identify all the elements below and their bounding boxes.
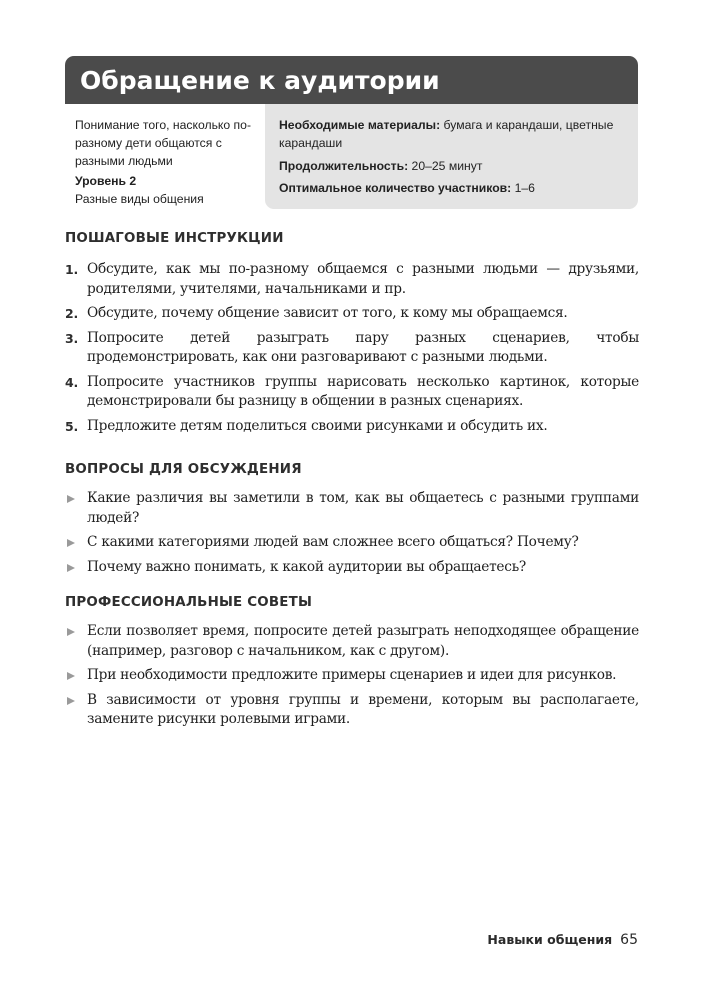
participants-label: Оптимальное количество участников: (279, 181, 512, 196)
materials-row (279, 117, 628, 153)
level-description: Разные виды общения (75, 192, 204, 207)
instruction-text: Попросите детей разыграть пару разных сценариев, чтобы продемонстрировать, как они разговаривают с разными людьми. (87, 329, 639, 365)
tip-item (65, 691, 639, 730)
materials-label: Необходимые материалы: (279, 118, 441, 132)
instruction-item (65, 304, 639, 324)
instructions-heading: ПОШАГОВЫЕ ИНСТРУКЦИИ (65, 231, 284, 246)
page-title: Обращение к аудитории (80, 66, 440, 95)
instruction-item (65, 373, 639, 412)
bullet-triangle-icon (67, 672, 75, 680)
tip-item (65, 622, 639, 661)
instruction-text: Обсудите, почему общение зависит от того, к кому мы обращаемся. (87, 305, 568, 321)
instruction-text: Попросите участников группы нарисовать несколько картинок, которые демонстрировали бы разницу в общении в разных сценариях. (87, 373, 639, 409)
instruction-item (65, 260, 639, 299)
question-text: Какие различия вы заметили в том, как вы общаетесь с разными группами людей? (87, 490, 639, 526)
bullet-triangle-icon (67, 628, 75, 636)
page-footer (487, 929, 638, 948)
tip-text: Если позволяет время, попросите детей разыграть неподходящее обращение (например, разговор с начальником, как с другом). (87, 623, 639, 659)
bullet-triangle-icon (67, 697, 75, 705)
level-label: Уровень 2 (75, 174, 137, 189)
info-box (265, 104, 638, 209)
instruction-number: 1. (65, 262, 78, 277)
instruction-number: 5. (65, 418, 78, 434)
question-item (65, 533, 639, 553)
questions-list (65, 489, 639, 582)
question-item (65, 558, 639, 578)
participants-value: 1–6 (511, 181, 535, 196)
footer-section-name: Навыки общения (487, 932, 613, 947)
duration-value: 20–25 минут (408, 158, 483, 173)
bullet-triangle-icon (67, 564, 75, 572)
materials-value: бумага и карандаши, цветные карандаши (279, 118, 614, 150)
question-text: Почему важно понимать, к какой аудитории вы обращаетесь? (87, 558, 526, 575)
instruction-item (65, 417, 639, 437)
tips-list (65, 622, 639, 735)
activity-goal: Понимание того, насколько по-разному дети общаются с разными людьми (75, 118, 251, 168)
instruction-text: Предложите детям поделиться своими рисунками и обсудить их. (87, 417, 548, 434)
bullet-triangle-icon (67, 495, 75, 503)
tip-text: В зависимости от уровня группы и времени, которым вы располагаете, замените рисунки ролевыми играми. (87, 691, 639, 727)
participants-row (279, 180, 628, 198)
instructions-list (65, 260, 639, 441)
instruction-number: 2. (65, 306, 78, 321)
tip-text: При необходимости предложите примеры сценариев и идеи для рисунков. (87, 667, 617, 683)
duration-label: Продолжительность: (279, 158, 409, 173)
questions-heading: ВОПРОСЫ ДЛЯ ОБСУЖДЕНИЯ (65, 462, 302, 477)
page-number: 65 (620, 932, 638, 948)
info-left (75, 117, 263, 209)
bullet-triangle-icon (67, 539, 75, 547)
instruction-number: 4. (65, 374, 78, 390)
question-item (65, 489, 639, 528)
question-text: С какими категориями людей вам сложнее всего общаться? Почему? (87, 534, 579, 550)
instruction-number: 3. (65, 330, 78, 346)
tip-item (65, 666, 639, 686)
tips-heading: ПРОФЕССИОНАЛЬНЫЕ СОВЕТЫ (65, 595, 313, 610)
instruction-text: Обсудите, как мы по-разному общаемся с разными людьми — друзьями, родителями, учителями, начальниками и пр. (87, 261, 639, 297)
duration-row (279, 158, 628, 176)
instruction-item (65, 329, 639, 368)
title-bar (65, 56, 638, 104)
